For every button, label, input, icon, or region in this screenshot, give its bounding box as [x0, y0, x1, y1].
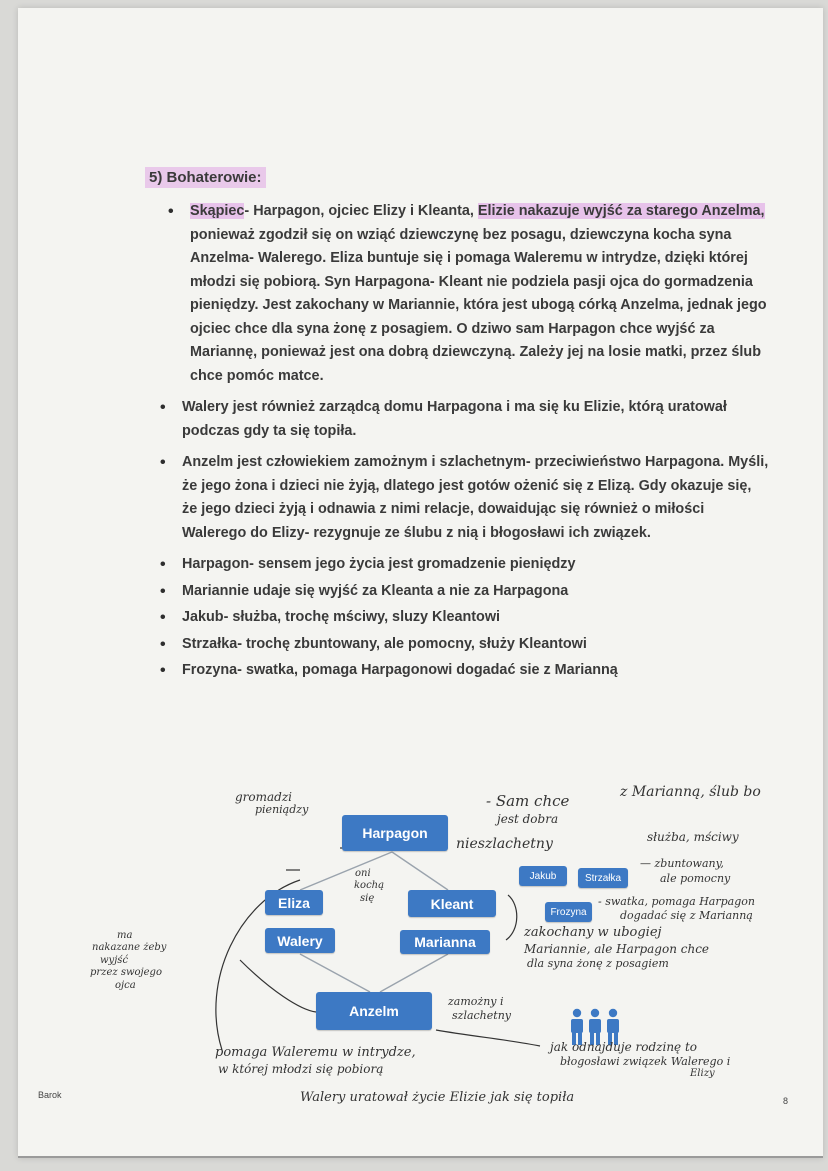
- note-przez-swojego: przez swojego: [90, 967, 162, 978]
- handwritten-curve-walery: [240, 960, 316, 1012]
- node-marianna: Marianna: [400, 930, 490, 954]
- page-number: 8: [783, 1096, 789, 1106]
- note-sluzba: służba, mściwy: [647, 830, 739, 844]
- list-item-walery: • Walery jest również zarządcą domu Harpagona i ma się ku Elizie, którą uratował podczas gdy ta się topiła.: [160, 396, 770, 443]
- node-eliza: Eliza: [265, 890, 323, 915]
- note-swatka: - swatka, pomaga Harpagon: [598, 895, 755, 908]
- list-item-anzelm: • Anzelm jest człowiekiem zamożnym i szlachetnym- przeciwieństwo Harpagona. Myśli, że jego żona i dzieci nie żyją, dlatego jest gotów ożenić się z Elizą. Gdy okazuje się, że jego dzieci żyją i odnawia z nimi relacje, dowaidując się również o miłości Walerego do Elizy- rezygnuje ze ślubu z nią i błogosławi ich związek.: [160, 451, 770, 545]
- note-ale-pomocny: ale pomocny: [660, 872, 731, 885]
- note-ojca: ojca: [115, 980, 136, 991]
- connector-walery-anzelm: [300, 954, 370, 992]
- note-z-marianna: z Marianną, ślub bo: [620, 784, 761, 800]
- node-strzalka: Strzałka: [578, 868, 628, 888]
- note-elizy: Elizy: [690, 1068, 715, 1079]
- connector-harpagon-kleant: [392, 852, 448, 890]
- note-ma: ma: [117, 930, 133, 941]
- connector-marianna-anzelm: [380, 954, 448, 992]
- note-zakochany: zakochany w ubogiej: [524, 925, 662, 940]
- note-blogoslawi: błogosławi związek Walerego i: [560, 1055, 731, 1068]
- node-walery: Walery: [265, 928, 335, 953]
- handwritten-curve-anzelm: [436, 1030, 540, 1046]
- note-nakazane: nakazane żeby: [92, 942, 167, 953]
- highlighted-term: Skąpiec: [190, 203, 245, 219]
- note-zone-z-posagiem: dla syna żonę z posagiem: [527, 957, 669, 970]
- note-szlachetny: szlachetny: [452, 1009, 511, 1022]
- note-wyjsc: wyjść: [100, 955, 129, 966]
- note-dogadac: dogadać się z Marianną: [620, 909, 753, 922]
- node-frozyna: Frozyna: [545, 902, 592, 922]
- node-harpagon: Harpagon: [342, 815, 448, 851]
- note-jest-dobra: jest dobra: [497, 812, 559, 826]
- note-sam-chce: - Sam chce: [486, 792, 570, 810]
- section-heading: 5) Bohaterowie:: [145, 167, 266, 188]
- note-sie: się: [360, 893, 375, 904]
- handwritten-bracket: [506, 895, 517, 940]
- list-item-text: ponieważ zgodził się on wziąć dziewczynę bez posagu, dziewczyna kocha syna Anzelma- Walerego. Eliza buntuje się i pomaga Waleremu w intrydze, dzięki której młodzi się pobiorą. Syn Harpagona- Kleant nie podziela pasji ojca do gormadzenia pieniędzy. Jest zakochany w Mariannie, która jest ubogą córką Anzelma, jednak jego ojciec chce dla syna żonę z posagiem. O dziwo sam Harpagon chce wyjść za Mariannę, ponieważ jest ona dobrą dziewczyną. Zależy jej na losie matki, przez ślub chce pomóc matce.: [190, 226, 767, 384]
- node-jakub: Jakub: [519, 866, 567, 886]
- note-pomaga-waleremu: pomaga Waleremu w intrydze,: [215, 1045, 416, 1060]
- note-zamozny: zamożny i: [448, 995, 504, 1008]
- note-kocha: kochą: [354, 880, 385, 891]
- highlighted-phrase: Elizie nakazuje wyjść za starego Anzelma,: [477, 203, 765, 219]
- note-walery-uratowal: Walery uratował życie Elizie jak się topiła: [300, 1090, 575, 1105]
- note-oni: oni: [355, 868, 371, 879]
- note-nieszlachetny: nieszlachetny: [456, 836, 553, 852]
- list-item-frozyna: • Frozyna- swatka, pomaga Harpagonowi dogadać sie z Marianną: [160, 659, 770, 683]
- note-mlodzi-sie-pobiora: w której młodzi się pobiorą: [218, 1062, 384, 1076]
- note-jak-odnajduje: jak odnajduje rodzinę to: [550, 1040, 698, 1054]
- footer-label: Barok: [38, 1090, 62, 1100]
- node-anzelm: Anzelm: [316, 992, 432, 1030]
- list-item-harpagon: • Harpagon- sensem jego życia jest gromadzenie pieniędzy: [160, 553, 770, 577]
- note-gromadzi: gromadzi: [235, 790, 293, 804]
- list-item-marianna: • Mariannie udaje się wyjść za Kleanta a nie za Harpagona: [160, 580, 770, 604]
- list-item-strzalka: • Strzałka- trochę zbuntowany, ale pomocny, służy Kleantowi: [160, 633, 770, 657]
- list-item-text: - Harpagon, ojciec Elizy i Kleanta,: [244, 203, 478, 219]
- note-zbuntowany: — zbuntowany,: [640, 857, 724, 870]
- note-pieniadzy: pieniądzy: [255, 803, 309, 816]
- node-kleant: Kleant: [408, 890, 496, 917]
- note-w-mariannie: Mariannie, ale Harpagon chce: [524, 942, 710, 956]
- list-item-jakub: • Jakub- służba, trochę mściwy, sluzy Kleantowi: [160, 606, 770, 630]
